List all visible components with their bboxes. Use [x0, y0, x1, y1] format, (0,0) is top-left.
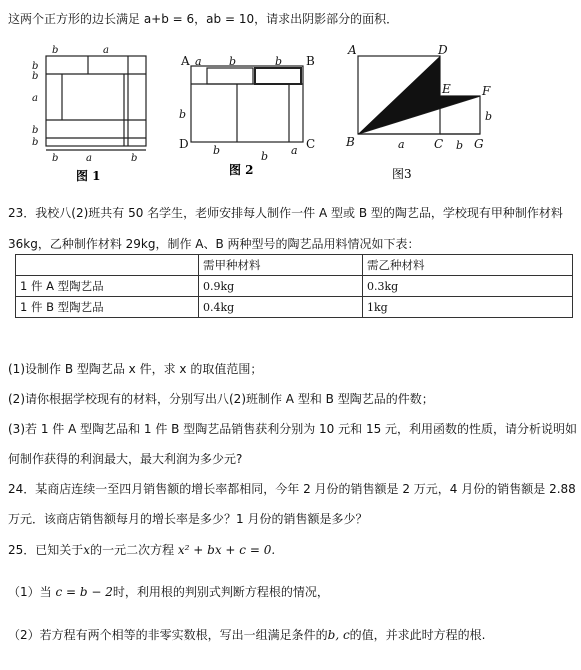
- q25-p2-pre: （2）若方程有两个相等的非零实数根，写出一组满足条件的: [8, 628, 328, 642]
- table-header-cell: [16, 255, 199, 276]
- table-cell: 1 件 B 型陶艺品: [16, 297, 199, 318]
- q25-stem-pre: 25．已知关于: [8, 543, 84, 557]
- fig3-point-A: A: [348, 43, 357, 57]
- fig1-label-b: b: [32, 61, 39, 72]
- q25-equation: x² + bx + c = 0.: [177, 543, 276, 557]
- table-row: [16, 276, 573, 297]
- fig2-label-b: b: [261, 150, 269, 163]
- table-header-cell: 需甲种材料: [199, 255, 363, 276]
- fig3-point-G: G: [474, 137, 484, 151]
- fig3-point-D: D: [438, 43, 448, 57]
- figure-2: [177, 48, 327, 188]
- figure-1: [28, 40, 153, 185]
- fig2-point-A: A: [181, 54, 190, 68]
- table-cell: 0.4kg: [199, 297, 363, 318]
- materials-table: [15, 254, 573, 318]
- fig2-label-b: b: [213, 144, 221, 157]
- fig3-label-a: a: [398, 138, 405, 151]
- fig3-point-F: F: [482, 84, 491, 98]
- q25-p1-condition: c = b − 2: [55, 585, 113, 599]
- fig3-caption: 图3: [392, 167, 412, 181]
- fig2-label-b: b: [275, 55, 283, 68]
- q24-line-2: 万元．该商店销售额每月的增长率是多少？1 月份的销售额是多少？: [8, 512, 368, 526]
- figure-3: [340, 42, 500, 187]
- table-cell: 1 件 A 型陶艺品: [16, 276, 199, 297]
- intro-text: 这两个正方形的边长满足 a+b = 6，ab = 10，请求出阴影部分的面积．: [8, 12, 399, 26]
- fig2-point-D: D: [179, 137, 189, 151]
- fig3-shaded-region: [358, 56, 480, 134]
- fig2-label-b: b: [179, 108, 187, 121]
- fig1-caption: 图 1: [76, 169, 101, 183]
- fig2-label-a: a: [195, 55, 202, 68]
- fig3-point-B: B: [346, 135, 355, 149]
- q25-p1-pre: （1）当: [8, 585, 52, 599]
- fig1-label-b: b: [131, 153, 138, 164]
- q25-p1-post: 时，利用根的判别式判断方程根的情况，: [112, 585, 329, 599]
- fig1-label-b: b: [32, 71, 39, 82]
- q25-part-1: [8, 584, 329, 600]
- q23-part-1: (1)设制作 B 型陶艺品 x 件，求 x 的取值范围；: [8, 362, 263, 376]
- fig3-label-b: b: [456, 139, 464, 152]
- fig2-caption: 图 2: [229, 163, 254, 177]
- fig2-label-b: b: [229, 55, 237, 68]
- fig1-label-b: b: [52, 153, 59, 164]
- fig1-label-b: b: [32, 137, 39, 148]
- q23-part-2: (2)请你根据学校现有的材料，分别写出八(2)班制作 A 型和 B 型陶艺品的件数；: [8, 392, 434, 406]
- q23-line-2: 36kg，乙种制作材料 29kg，制作 A、B 两种型号的陶艺品用料情况如下表：: [8, 237, 420, 251]
- q23-part-3: (3)若 1 件 A 型陶艺品和 1 件 B 型陶艺品销售获利分别为 10 元和 15 元，利用函数的性质，请分析说明如: [8, 422, 578, 436]
- fig1-label-b: b: [52, 45, 59, 56]
- table-cell: 0.9kg: [199, 276, 363, 297]
- fig1-label-a: a: [86, 153, 92, 164]
- table-cell: 0.3kg: [363, 276, 573, 297]
- fig3-point-C: C: [434, 137, 444, 151]
- q25-p2-vars: b, c: [327, 628, 350, 642]
- fig2-point-B: B: [306, 54, 315, 68]
- table-header-row: [16, 255, 573, 276]
- fig1-label-a: a: [32, 93, 38, 104]
- fig1-label-a: a: [103, 45, 109, 56]
- fig2-point-C: C: [306, 137, 316, 151]
- table-row: [16, 297, 573, 318]
- fig3-label-b: b: [485, 110, 493, 123]
- q25-part-2: [8, 627, 486, 643]
- q25-stem-mid: 的一元二次方程: [90, 543, 175, 557]
- table-cell: 1kg: [363, 297, 573, 318]
- fig1-label-b: b: [32, 125, 39, 136]
- fig3-point-E: E: [442, 82, 451, 96]
- q23-line-1: 23．我校八(2)班共有 50 名学生，老师安排每人制作一件 A 型或 B 型的陶艺品，学校现有甲种制作材料: [8, 206, 563, 220]
- q23-part-3-cont: 何制作获得的利润最大，最大利润为多少元?: [8, 452, 243, 466]
- q25-var-x: x: [83, 543, 91, 557]
- table-header-cell: 需乙种材料: [363, 255, 573, 276]
- fig2-label-a: a: [291, 144, 298, 157]
- q25-stem: [8, 542, 275, 558]
- q24-line-1: 24．某商店连续一至四月销售额的增长率都相同，今年 2 月份的销售额是 2 万元，4 月份的销售额是 2.88: [8, 482, 576, 496]
- q25-p2-post: 的值，并求此时方程的根.: [349, 628, 486, 642]
